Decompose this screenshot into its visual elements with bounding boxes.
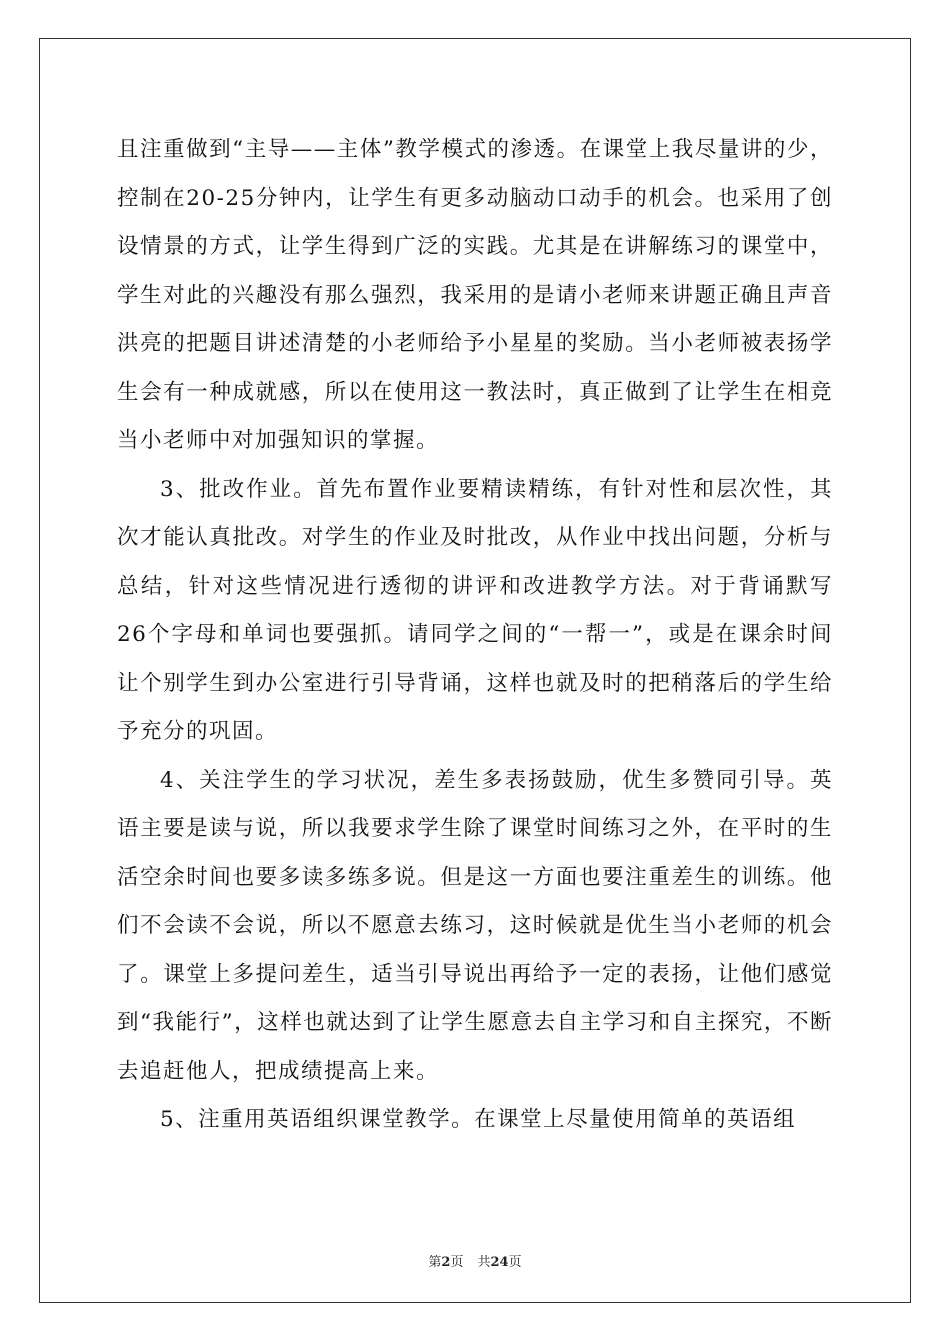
page-total: 共24页 — [477, 1255, 522, 1270]
document-body — [117, 126, 833, 1145]
paragraph-3: 4、关注学生的学习状况，差生多表扬鼓励，优生多赞同引导。英语主要是读与说，所以我要求学生除了课堂时间练习之外，在平时的生活空余时间也要多读多练多说。但是这一方面也要注重差生的训练。他们不会读不会说，所以不愿意去练习，这时候就是优生当小老师的机会了。课堂上多提问差生，适当引导说出再给予一定的表扬，让他们感觉到“我能行”，这样也就达到了让学生愿意去自主学习和自主探究，不断去追赶他人，把成绩提高上来。 — [117, 767, 833, 1084]
page-number: 第2页 — [428, 1255, 464, 1270]
paragraph-2: 3、批改作业。首先布置作业要精读精练，有针对性和层次性，其次才能认真批改。对学生的作业及时批改，从作业中找出问题，分析与总结，针对这些情况进行透彻的讲评和改进教学方法。对于背诵默写26个字母和单词也要强抓。请同学之间的“一帮一”，或是在课余时间让个别学生到办公室进行引导背诵，这样也就及时的把稍落后的学生给予充分的巩固。 — [117, 476, 833, 744]
paragraph-1: 且注重做到“主导——主体”教学模式的渗透。在课堂上我尽量讲的少，控制在20-25分钟内，让学生有更多动脑动口动手的机会。也采用了创设情景的方式，让学生得到广泛的实践。尤其是在讲解练习的课堂中，学生对此的兴趣没有那么强烈，我采用的是请小老师来讲题正确且声音洪亮的把题目讲述清楚的小老师给予小星星的奖励。当小老师被表扬学生会有一种成就感，所以在使用这一教法时，真正做到了让学生在相竞当小老师中对加强知识的掌握。 — [117, 137, 833, 453]
paragraph-4: 5、注重用英语组织课堂教学。在课堂上尽量使用简单的英语组 — [160, 1107, 797, 1132]
page-footer — [0, 1251, 950, 1270]
